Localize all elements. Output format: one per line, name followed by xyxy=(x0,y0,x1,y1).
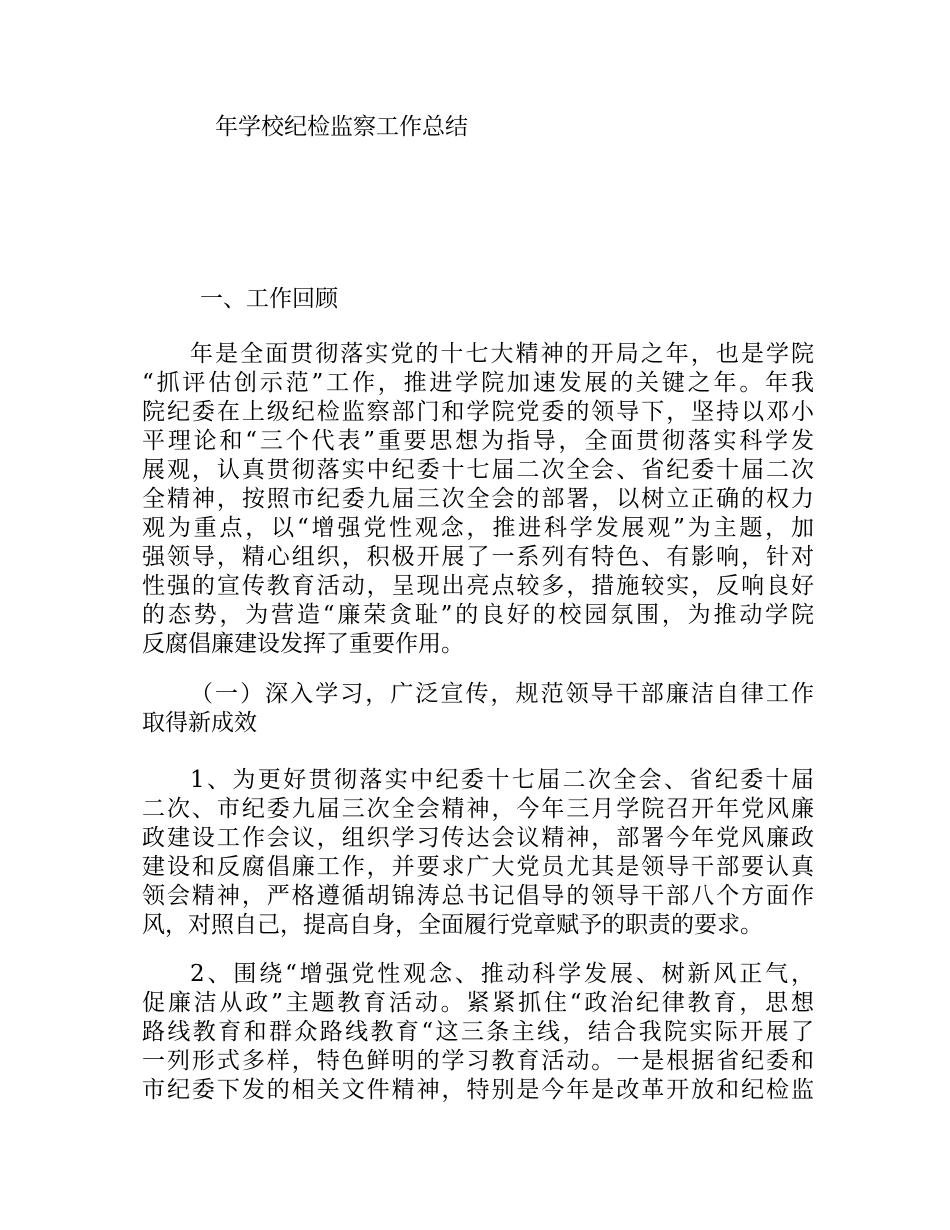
document-title: 年学校纪检监察工作总结 xyxy=(215,114,468,140)
paragraph-line: 路线教育和群众路线教育“这三条主线，结合我院实际开展了 xyxy=(142,1019,814,1045)
paragraph-line: 强领导，精心组织，积极开展了一系列有特色、有影响，针对 xyxy=(142,544,814,570)
paragraph-line: 院纪委在上级纪检监察部门和学院党委的领导下，坚持以邓小 xyxy=(142,399,814,425)
paragraph-line: “抓评估创示范”工作，推进学院加速发展的关键之年。年我 xyxy=(142,370,814,396)
paragraph-line: 二次、市纪委九届三次全会精神，今年三月学院召开年党风廉 xyxy=(142,796,814,822)
paragraph-item-1 xyxy=(142,766,814,940)
paragraph-line: 反腐倡廉建设发挥了重要作用。 xyxy=(142,631,464,657)
paragraph-line: 平理论和“三个代表”重要思想为指导，全面贯彻落实科学发 xyxy=(142,428,814,454)
paragraph-line: 的态势，为营造“廉荣贪耻”的良好的校园氛围，为推动学院 xyxy=(142,602,814,628)
paragraph-line: 1、为更好贯彻落实中纪委十七届二次全会、省纪委十届 xyxy=(190,767,814,793)
paragraph-line: 政建设工作会议，组织学习传达会议精神，部署今年党风廉政 xyxy=(142,825,814,851)
subsection-heading xyxy=(142,680,814,738)
paragraph-intro xyxy=(142,340,814,659)
paragraph-line: 促廉洁从政”主题教育活动。紧紧抓住“政治纪律教育，思想 xyxy=(142,990,814,1016)
paragraph-line: 风，对照自己，提高自身，全面履行党章赋予的职责的要求。 xyxy=(142,912,763,938)
paragraph-line: 全精神，按照市纪委九届三次全会的部署，以树立正确的权力 xyxy=(142,486,814,512)
paragraph-item-2 xyxy=(142,960,814,1105)
paragraph-line: 展观，认真贯彻落实中纪委十七届二次全会、省纪委十届二次 xyxy=(142,457,814,483)
paragraph-line: 一列形式多样，特色鲜明的学习教育活动。一是根据省纪委和 xyxy=(142,1048,814,1074)
paragraph-line: 2、围绕“增强党性观念、推动科学发展、树新风正气， xyxy=(190,961,814,987)
paragraph-line: 领会精神，严格遵循胡锦涛总书记倡导的领导干部八个方面作 xyxy=(142,883,814,909)
paragraph-line: 取得新成效 xyxy=(142,710,257,736)
paragraph-line: 年是全面贯彻落实党的十七大精神的开局之年，也是学院 xyxy=(190,341,814,367)
paragraph-line: 建设和反腐倡廉工作，并要求广大党员尤其是领导干部要认真 xyxy=(142,854,814,880)
paragraph-line: 性强的宣传教育活动，呈现出亮点较多，措施较实，反响良好 xyxy=(142,573,814,599)
paragraph-line: （一）深入学习，广泛宣传，规范领导干部廉洁自律工作 xyxy=(190,681,814,707)
paragraph-line: 观为重点，以“增强党性观念，推进科学发展观”为主题，加 xyxy=(142,515,814,541)
paragraph-line: 市纪委下发的相关文件精神，特别是今年是改革开放和纪检监 xyxy=(142,1077,814,1103)
section-heading: 一、工作回顾 xyxy=(200,286,338,312)
